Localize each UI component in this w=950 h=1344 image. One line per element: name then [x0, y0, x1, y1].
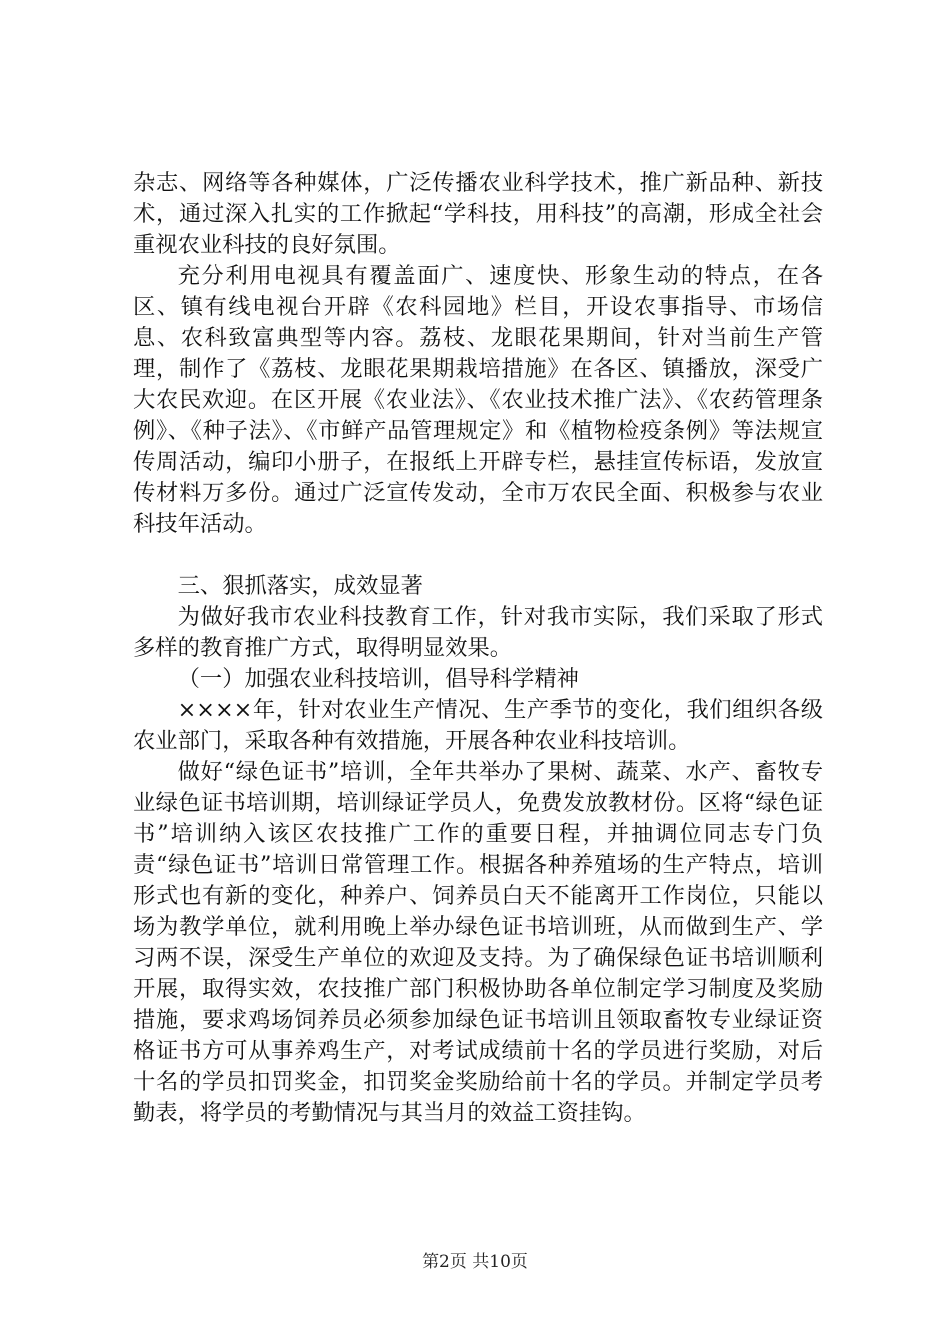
subheading-training: （一）加强农业科技培训，倡导科学精神 — [177, 666, 579, 692]
paragraph-green-certificate: 做好“绿色证书”培训，全年共举办了果树、蔬菜、水产、畜牧专业绿色证书培训期，培训绿证学员人，免费发放教材份。区将“绿色证书”培训纳入该区农技推广工作的重要日程，并抽调位同志专门负责“绿色证书”培训日常管理工作。根据各种养殖场的生产特点，培训形式也有新的变化，种养户、饲养员白天不能离开工作岗位，只能以场为教学单位，就利用晚上举办绿色证书培训班，从而做到生产、学习两不误，深受生产单位的欢迎及支持。为了确保绿色证书培训顺利开展，取得实效，农技推广部门积极协助各单位制定学习制度及奖励措施，要求鸡场饲养员必须参加绿色证书培训且领取畜牧专业绿证资格证书方可从事养鸡生产，对考试成绩前十名的学员进行奖励，对后十名的学员扣罚奖金，扣罚奖金奖励给前十名的学员。并制定学员考勤表，将学员的考勤情况与其当月的效益工资挂钩。 — [133, 759, 823, 1126]
page-footer — [0, 1247, 950, 1272]
page-number: 第2页 共10页 — [422, 1252, 528, 1272]
paragraph-television-promotion: 充分利用电视具有覆盖面广、速度快、形象生动的特点，在各区、镇有线电视台开辟《农科园地》栏目，开设农事指导、市场信息、农科致富典型等内容。荔枝、龙眼花果期间，针对当前生产管理，制作了《荔枝、龙眼花果期栽培措施》在各区、镇播放，深受广大农民欢迎。在区开展《农业法》、《农业技术推广法》、《农药管理条例》、《种子法》、《市鲜产品管理规定》和《植物检疫条例》等法规宣传周活动，编印小册子，在报纸上开辟专栏，悬挂宣传标语，发放宣传材料万多份。通过广泛宣传发动，全市万农民全面、积极参与农业科技年活动。 — [133, 263, 823, 537]
paragraph-education-approach: 为做好我市农业科技教育工作，针对我市实际，我们采取了形式多样的教育推广方式，取得明显效果。 — [133, 604, 823, 661]
paragraph-training-year: ××××年，针对农业生产情况、生产季节的变化，我们组织各级农业部门，采取各种有效措施，开展各种农业科技培训。 — [133, 697, 823, 754]
paragraph-media-promotion: 杂志、网络等各种媒体，广泛传播农业科学技术，推广新品种、新技术，通过深入扎实的工作掀起“学科技，用科技”的高潮，形成全社会重视农业科技的良好氛围。 — [133, 170, 823, 258]
section-spacer — [133, 540, 823, 571]
section-heading-implementation: 三、狠抓落实，成效显著 — [177, 573, 423, 599]
document-body — [133, 168, 823, 1129]
